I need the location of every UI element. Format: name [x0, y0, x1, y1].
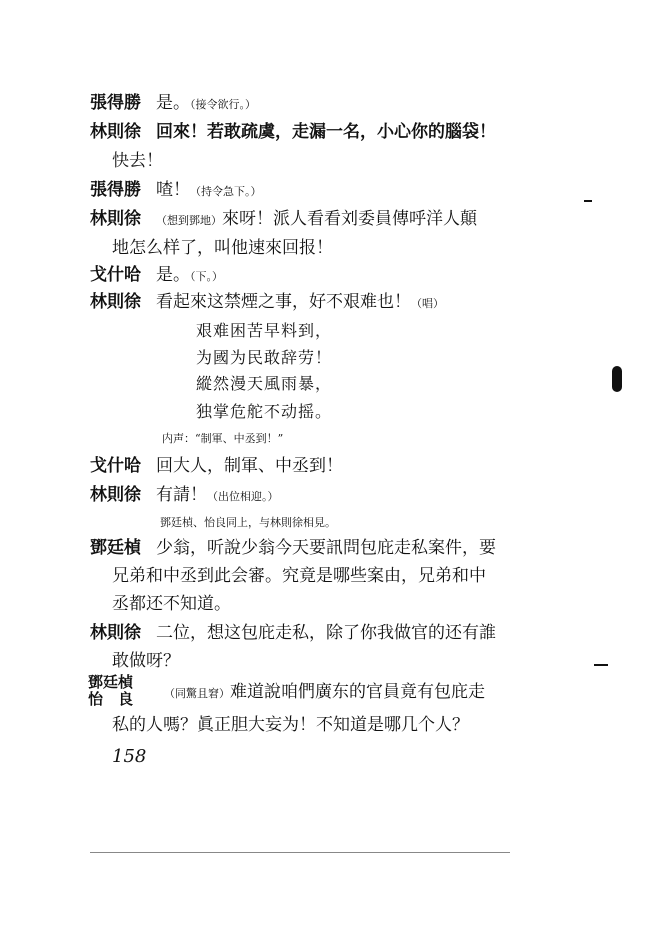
dialogue-line: [90, 455, 343, 477]
dialogue-continuation: [112, 714, 469, 736]
speaker-name: 張得勝: [90, 93, 141, 113]
speaker-name: 林則徐: [90, 623, 141, 643]
stage-direction: （接令欲行。）: [190, 98, 256, 111]
dialogue-continuation: [112, 650, 180, 672]
line-text: 有請！: [156, 485, 207, 505]
line-text: 私的人嗎？眞正胆大妄为！不知道是哪几个人？: [112, 715, 469, 735]
speaker-name: 怡 良: [88, 690, 134, 708]
line-text: 喳！: [156, 180, 190, 200]
dialogue-line: [164, 681, 485, 705]
joint-speakers: [88, 674, 133, 708]
stage-direction: （持令急下。）: [190, 185, 262, 198]
song-verse: 縱然漫天風雨暴，: [196, 374, 333, 393]
scan-line: [90, 852, 510, 853]
speaker-name: 戈什哈: [90, 456, 141, 476]
dialogue-line: [90, 537, 496, 559]
dialogue-line: [90, 92, 256, 116]
speaker-name: 林則徐: [90, 122, 141, 142]
line-text: 來呀！派人看看刘委員傳呼洋人顛: [222, 209, 477, 229]
line-text: 看起來这禁煙之事，好不艰难也！: [156, 292, 411, 312]
offstage-voice: 内声：“制軍、中丞到！”: [162, 432, 284, 445]
song-verse: 独掌危舵不动摇。: [196, 402, 333, 421]
speaker-name: 張得勝: [90, 180, 141, 200]
scan-mark: [594, 664, 608, 666]
line-text: 是。: [156, 93, 190, 113]
dialogue-continuation: [112, 593, 231, 615]
stage-direction: （唱）: [411, 297, 444, 310]
song-verse: 为國为民敢辞劳！: [196, 348, 333, 367]
line-text: 快去！: [112, 151, 163, 171]
dialogue-line: [90, 121, 496, 143]
dialogue-continuation: [112, 565, 486, 587]
dialogue-line: [90, 291, 444, 315]
dialogue-line: [90, 484, 279, 508]
line-text: 二位，想这包庇走私，除了你我做官的还有誰: [156, 623, 496, 643]
scan-mark: [584, 200, 592, 202]
speaker-name: 戈什哈: [90, 265, 141, 285]
line-text: 回來！若敢疏虞，走漏一名，小心你的腦袋！: [156, 122, 496, 142]
stage-direction-block: 鄧廷楨、怡良同上，与林則徐相見。: [160, 516, 336, 529]
line-text: 丞都还不知道。: [112, 594, 231, 614]
speaker-name: 林則徐: [90, 292, 141, 312]
line-text: 是。: [156, 265, 190, 285]
speaker-name: 林則徐: [90, 485, 141, 505]
line-text: 敢做呀？: [112, 651, 180, 671]
line-text: 回大人，制軍、中丞到！: [156, 456, 343, 476]
dialogue-line: [90, 208, 477, 232]
page-number: 158: [112, 746, 147, 767]
line-text: 地怎么样了，叫他速來回报！: [112, 238, 333, 258]
line-text: 兄弟和中丞到此会審。究竟是哪些案由，兄弟和中: [112, 566, 486, 586]
dialogue-continuation: [112, 237, 333, 259]
speaker-name: 林則徐: [90, 209, 141, 229]
dialogue-line: [90, 179, 262, 203]
dialogue-line: [90, 264, 223, 288]
dialogue-line: [90, 622, 496, 644]
stage-direction: （下。）: [190, 270, 223, 283]
dialogue-continuation: [112, 150, 163, 172]
song-verse: 艰难困苦早料到，: [196, 321, 333, 340]
line-text: 难道說咱們廣东的官員竟有包庇走: [230, 682, 485, 702]
line-text: 少翁，听說少翁今天要訊問包庇走私案件，要: [156, 538, 496, 558]
speaker-name: 鄧廷楨: [88, 673, 134, 691]
speaker-name: 鄧廷楨: [90, 538, 141, 558]
scan-blot: [612, 366, 622, 392]
stage-direction: （出位相迎。）: [207, 490, 279, 503]
stage-direction: （同驚且窘）: [164, 687, 230, 700]
stage-direction: （想到鄧地）: [156, 214, 222, 227]
